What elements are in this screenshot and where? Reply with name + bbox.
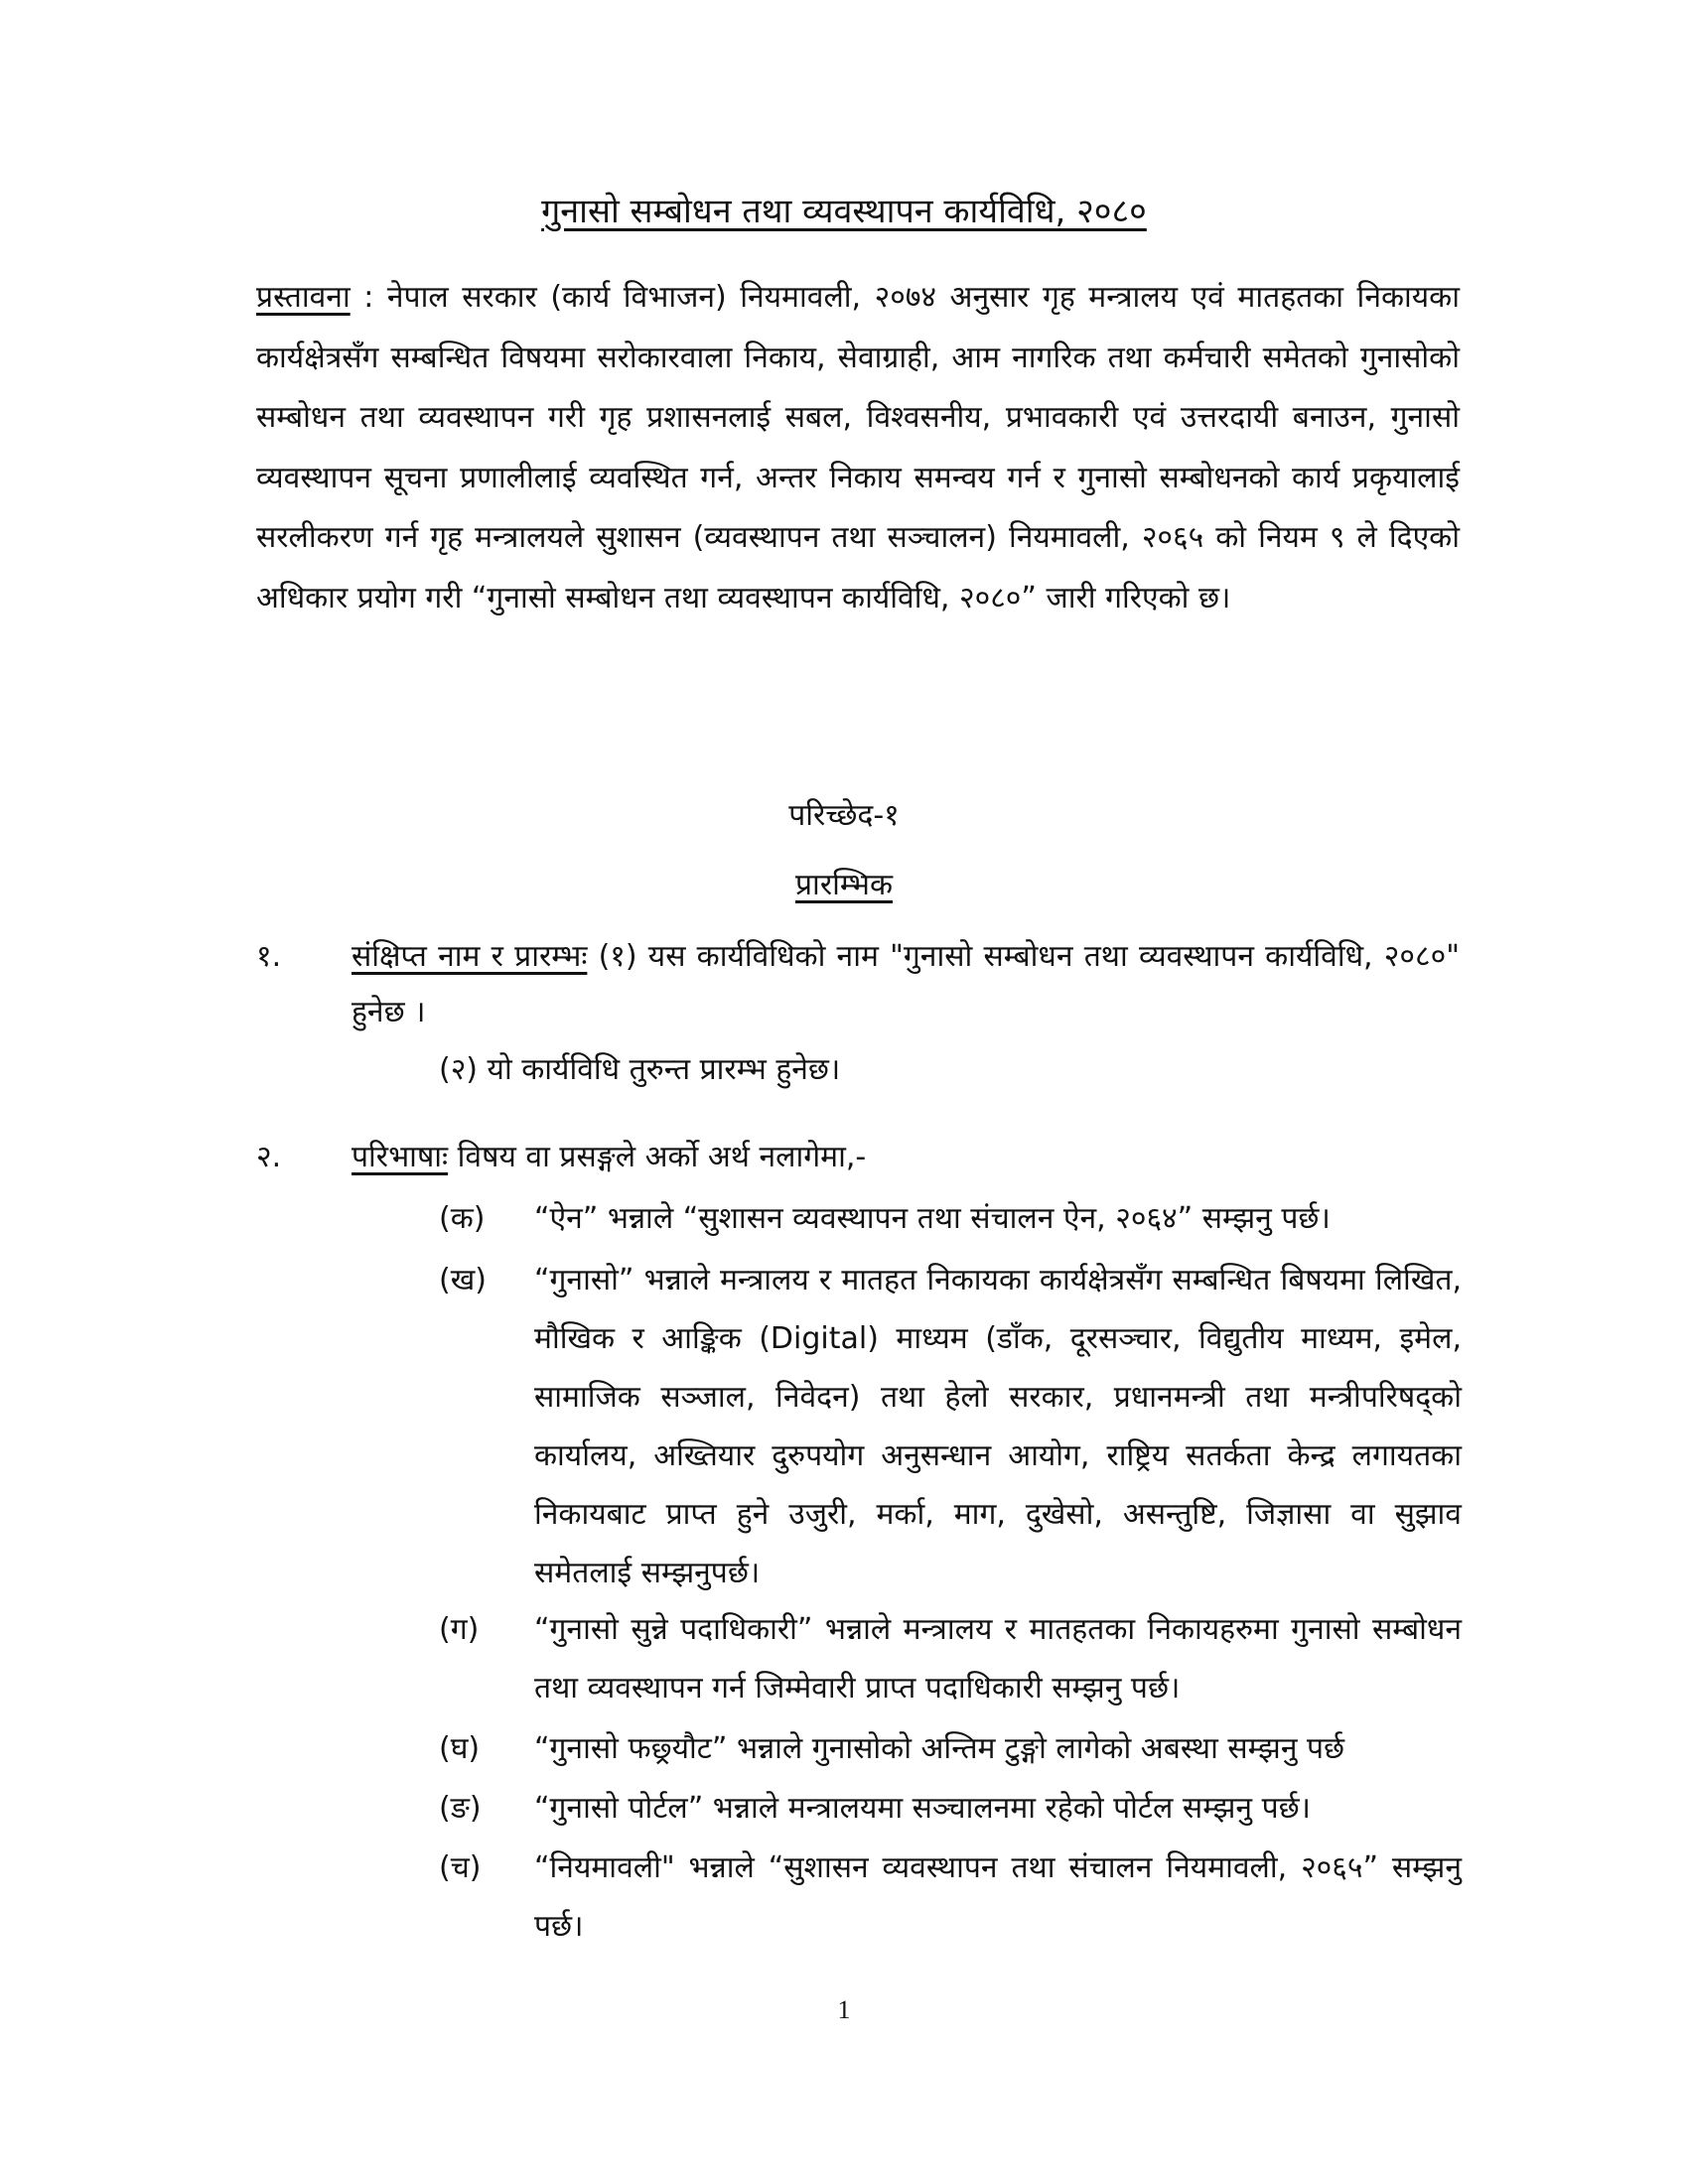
definition-item-gha bbox=[439, 1719, 1462, 1778]
document-title: गुनासो सम्बोधन तथा व्यवस्थापन कार्यविधि, २०८० bbox=[541, 192, 1147, 231]
preamble-paragraph bbox=[256, 268, 1460, 628]
section-1 bbox=[256, 929, 1460, 1040]
definition-label: (ख) bbox=[439, 1263, 487, 1297]
definition-label: (ग) bbox=[439, 1612, 480, 1647]
definition-item-cha bbox=[439, 1839, 1462, 1956]
definition-text: “गुनासो फछ्र्यौट” भन्नाले गुनासोको अन्तिम टुङ्गो लागेको अबस्था सम्झनु पर्छ bbox=[534, 1731, 1345, 1766]
section-2-number: २. bbox=[256, 1140, 282, 1174]
section-2-intro: विषय वा प्रसङ्गले अर्को अर्थ नलागेमा,- bbox=[448, 1140, 867, 1174]
definition-text: “ऐन” भन्नाले “सुशासन व्यवस्थापन तथा संचालन ऐन, २०६४” सम्झनु पर्छ। bbox=[534, 1201, 1331, 1236]
definition-label: (ङ) bbox=[439, 1791, 482, 1826]
section-2-heading: परिभाषाः bbox=[352, 1140, 449, 1174]
section-1-clause-1: (१) यस कार्यविधिको नाम "गुनासो सम्बोधन तथा व्यवस्थापन कार्यविधि, २०८०" हुनेछ । bbox=[352, 939, 1460, 1029]
definition-label: (क) bbox=[439, 1201, 486, 1236]
section-1-body bbox=[352, 929, 1460, 1040]
definition-text: “गुनासो पोर्टल” भन्नाले मन्त्रालयमा सञ्चालनमा रहेको पोर्टल सम्झनु पर्छ। bbox=[534, 1791, 1312, 1826]
section-1-number: १. bbox=[256, 939, 282, 974]
page-number: 1 bbox=[837, 1995, 851, 2024]
section-1-heading: संक्षिप्त नाम र प्रारम्भः bbox=[352, 939, 588, 974]
definition-label: (च) bbox=[439, 1850, 482, 1885]
definition-item-nga bbox=[439, 1779, 1462, 1838]
section-2 bbox=[256, 1130, 1460, 1185]
preamble-label: प्रस्तावना bbox=[256, 280, 351, 315]
definition-label: (घ) bbox=[439, 1731, 481, 1766]
definition-text: “नियमावली" भन्नाले “सुशासन व्यवस्थापन तथा संचालन नियमावली, २०६५” सम्झनु पर्छ। bbox=[534, 1850, 1462, 1944]
section-1-clause-2: (२) यो कार्यविधि तुरुन्त प्रारम्भ हुनेछ। bbox=[439, 1052, 841, 1087]
chapter-number: परिच्छेद-१ bbox=[788, 798, 900, 833]
preamble-text: : नेपाल सरकार (कार्य विभाजन) नियमावली, २०७४ अनुसार गृह मन्त्रालय एवं मातहतका निकायका कार्यक्षेत्रसँग सम्बन्धित विषयमा सरोकारवाला निकाय, सेवाग्राही, आम नागरिक तथा कर्मचारी समेतको गुनासोको सम्बोधन तथा व्यवस्थापन गरी गृह प्रशासनलाई सबल, विश्वसनीय, प्रभावकारी एवं उत्तरदायी बनाउन, गुनासो व्यवस्थापन सूचना प्रणालीलाई व्यवस्थित गर्न, अन्तर निकाय समन्वय गर्न र गुनासो सम्बोधनको कार्य प्रकृयालाई सरलीकरण गर्न गृह मन्त्रालयले सुशासन (व्यवस्थापन तथा सञ्चालन) नियमावली, २०६५ को नियम ९ ले दिएको अधिकार प्रयोग गरी “गुनासो सम्बोधन तथा व्यवस्थापन कार्यविधि, २०८०” जारी गरिएको छ। bbox=[256, 280, 1460, 615]
definition-text: “गुनासो” भन्नाले मन्त्रालय र मातहत निकायका कार्यक्षेत्रसँग सम्बन्धित बिषयमा लिखित, मौखिक र आङ्किक (Digital) माध्यम (डाँक, दूरसञ्चार, विद्युतीय माध्यम, इमेल, सामाजिक सञ्जाल, निवेदन) तथा हेलो सरकार, प्रधानमन्त्री तथा मन्त्रीपरिषद्को कार्यालय, अख्तियार दुरुपयोग अनुसन्धान आयोग, राष्ट्रिय सतर्कता केन्द्र लगायतका निकायबाट प्राप्त हुने उजुरी, मर्का, माग, दुखेसो, असन्तुष्टि, जिज्ञासा वा सुझाव समेतलाई सम्झनुपर्छ। bbox=[534, 1263, 1462, 1590]
section-2-body bbox=[352, 1130, 1460, 1185]
chapter-heading-wrap bbox=[0, 864, 1688, 907]
definition-item-ga bbox=[439, 1600, 1462, 1717]
chapter-heading: प्रारम्भिक bbox=[794, 868, 893, 902]
definition-text: “गुनासो सुन्ने पदाधिकारी” भन्नाले मन्त्रालय र मातहतका निकायहरुमा गुनासो सम्बोधन तथा व्यवस्थापन गर्न जिम्मेवारी प्राप्त पदाधिकारी सम्झनु पर्छ। bbox=[534, 1612, 1462, 1706]
definition-item-kha bbox=[439, 1251, 1462, 1602]
definition-item-ka bbox=[439, 1189, 1462, 1248]
